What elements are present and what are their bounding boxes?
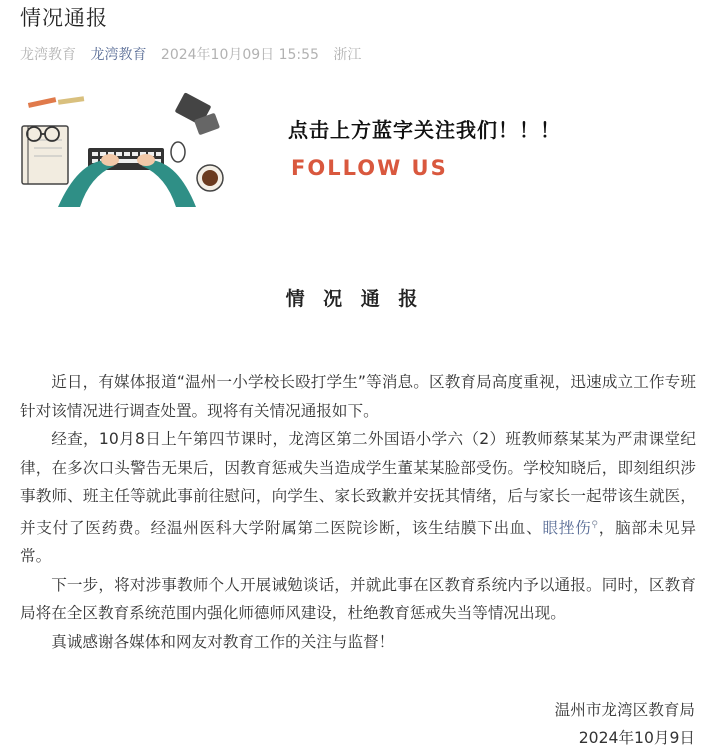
paragraph-2 [20,425,696,571]
paragraph-4: 真诚感谢各媒体和网友对教育工作的关注与监督！ [51,632,395,651]
publish-location: 浙江 [333,47,362,63]
paragraph-2-text-after: ，脑部未见异常。 [20,518,696,566]
signature-date: 2024年10月9日 [578,729,695,747]
paragraph-3: 下一步，将对涉事教师个人开展诫勉谈话，并就此事在区教育系统内予以通报。同时，区教育局将在全区教育系统范围内强化师德师风建设，杜绝教育惩戒失当等情况出现。 [20,575,696,623]
signature-block [555,696,695,752]
desk-illustration [18,92,233,207]
paragraph-1: 近日，有媒体报道“温州一小学校长殴打学生”等消息。区教育局高度重视，迅速成立工作专班针对该情况进行调查处置。现将有关情况通报如下。 [20,373,696,420]
follow-us-text: FOLLOW US [291,156,448,180]
notice-body [20,368,696,656]
follow-slogan: 点击上方蓝字关注我们！！！ [288,118,561,142]
article-title: 情况通报 [20,6,108,30]
account-name-link[interactable]: 龙湾教育 [90,47,147,63]
publish-datetime: 2024年10月09日 15:55 [160,47,319,63]
keyword-search-link[interactable] [542,519,598,537]
article-meta [20,44,371,64]
search-icon: ⚲ [591,519,599,530]
keyword-search-label: 眼挫伤 [542,518,592,537]
notice-heading: 情 况 通 报 [285,288,424,310]
follow-banner [18,92,708,207]
meta-source: 龙湾教育 [20,47,76,63]
signature-org: 温州市龙湾区教育局 [554,701,695,719]
paragraph-2-text-before: 经查，10月8日上午第四节课时，龙湾区第二外国语小学六（2）班教师蔡某某为严肃课堂纪律，在多次口头警告无果后，因教育惩戒失当造成学生董某某脸部受伤。学校知晓后，即刻组织涉事教师、班主任等就此事前往慰问，向学生、家长致歉并安抚其情绪，后与家长一起带该生就医，并支付了医药费。经温州医科大学附属第二医院诊断，该生结膜下出血、 [20,430,696,537]
